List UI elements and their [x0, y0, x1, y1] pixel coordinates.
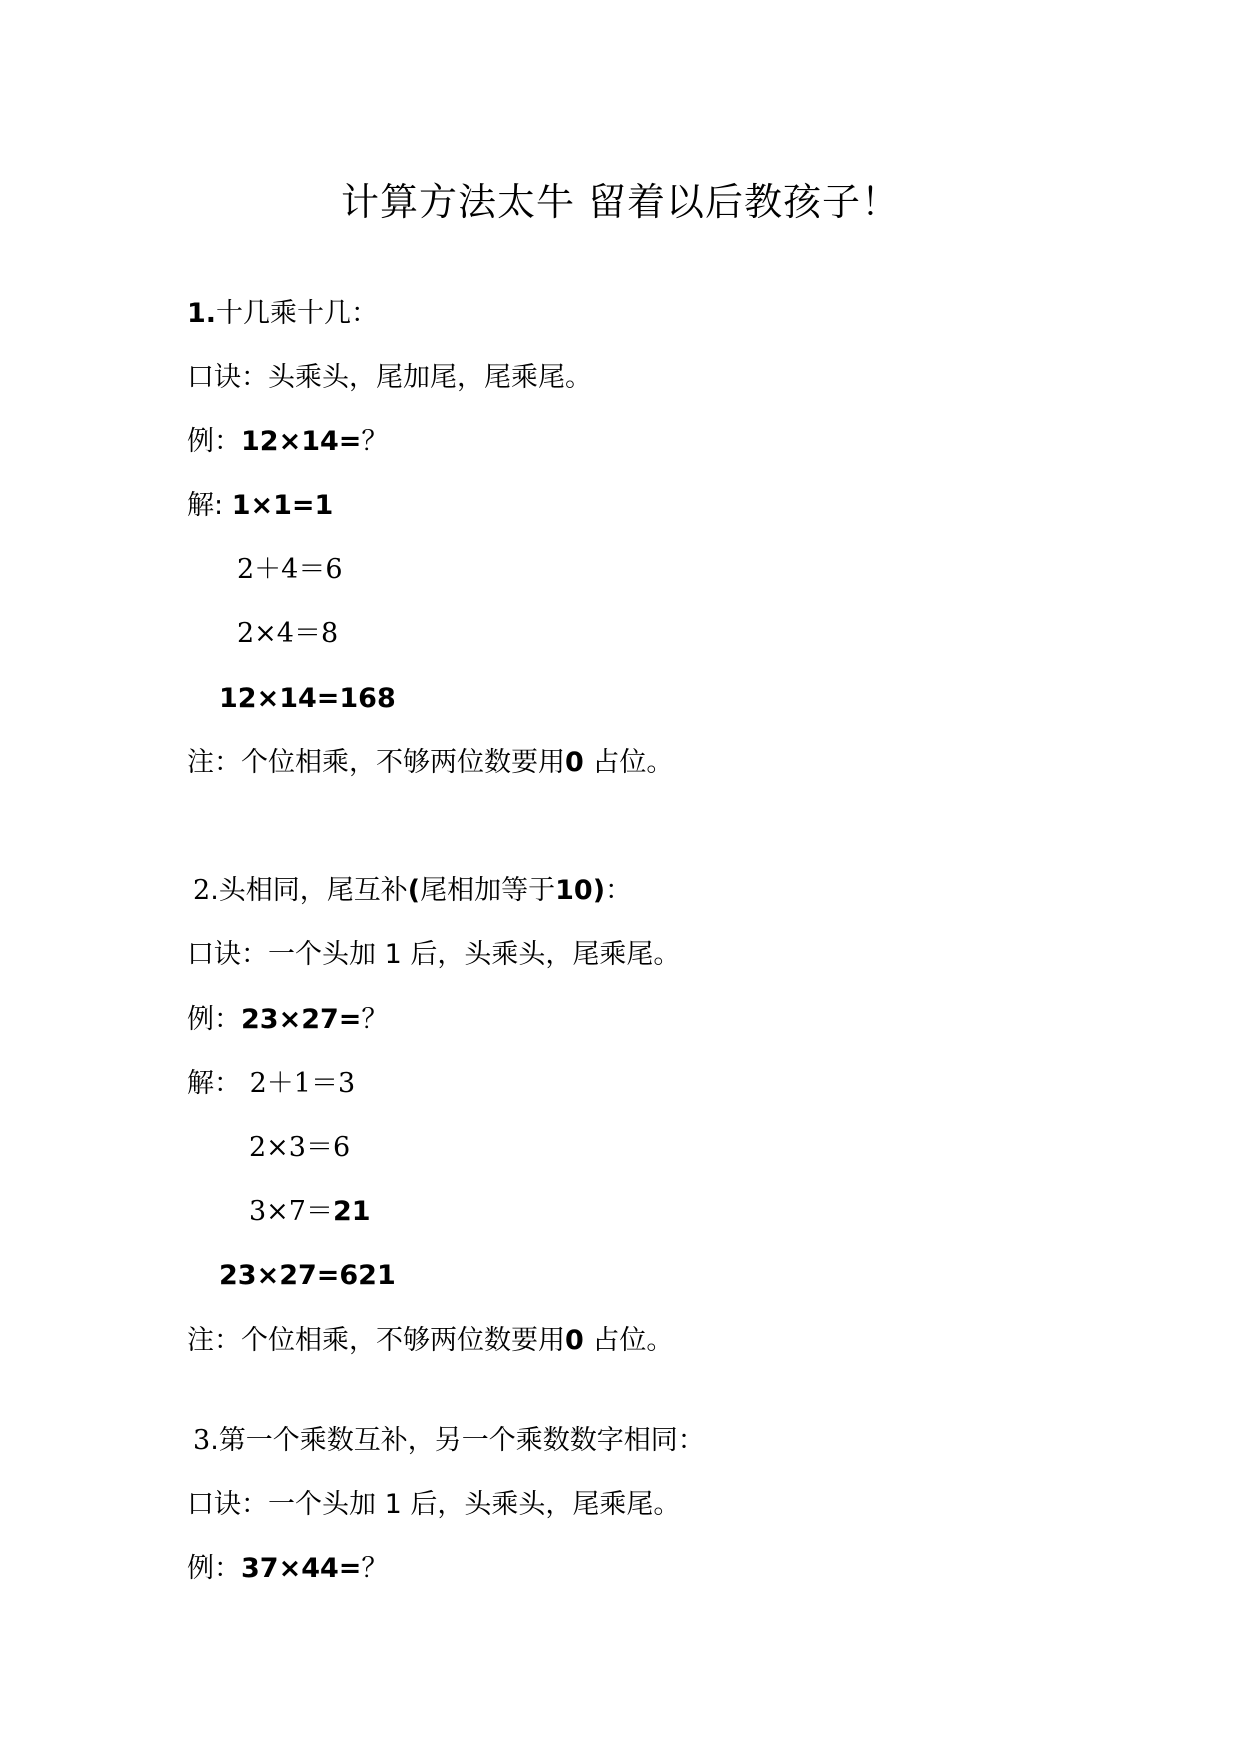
- page-title: 计算方法太牛 留着以后教孩子！: [340, 180, 901, 224]
- solution-step-3: 2×4＝8: [237, 618, 339, 649]
- solution-label: 解:: [187, 490, 224, 521]
- section-2-rhyme: 口诀：一个头加 1 后，头乘头，尾乘尾。: [187, 939, 681, 970]
- section-2-heading: [193, 873, 632, 909]
- example-label: 例：: [187, 1553, 241, 1584]
- note-suffix: 占位。: [583, 747, 674, 778]
- solution-result: 12×14=168: [219, 683, 396, 714]
- solution-step-3-expr: 3×7＝: [249, 1196, 333, 1227]
- section-title-condition: 尾相加等于: [420, 875, 556, 906]
- example-expression: 37×44=: [241, 1553, 362, 1584]
- example-expression: 23×27=: [241, 1004, 362, 1035]
- solution-step-2: 2×3＝6: [249, 1132, 351, 1163]
- section-1-note: [187, 745, 673, 781]
- section-number: 1.: [187, 298, 217, 329]
- section-title-colon: ：: [605, 875, 633, 906]
- solution-result: 23×27=621: [219, 1260, 396, 1291]
- solution-label: 解：: [187, 1068, 241, 1099]
- note-zero: 0: [565, 1325, 584, 1356]
- solution-step-3-value: 21: [332, 1196, 371, 1227]
- example-question-mark: ？: [361, 1004, 389, 1035]
- section-3-rhyme: 口诀：一个头加 1 后，头乘头，尾乘尾。: [187, 1489, 681, 1520]
- section-title-ten: 10): [555, 875, 606, 906]
- section-2-example: [187, 1002, 388, 1038]
- section-title-paren: (: [407, 875, 421, 906]
- section-title: .第一个乘数互补，另一个乘数数字相同：: [210, 1425, 705, 1456]
- example-expression: 12×14=: [241, 426, 362, 457]
- section-1-solution: [187, 488, 333, 524]
- section-title: 十几乘十几：: [216, 298, 379, 329]
- solution-step-3: [249, 1194, 371, 1230]
- section-1-example: [187, 424, 388, 460]
- section-2-solution: [187, 1066, 355, 1102]
- section-3-heading: [193, 1423, 705, 1459]
- solution-step-2: 2＋4＝6: [237, 554, 343, 585]
- section-1-heading: [187, 296, 378, 332]
- section-title: .头相同，尾互补: [210, 875, 408, 906]
- section-number: 3: [193, 1425, 211, 1456]
- example-question-mark: ？: [361, 1553, 389, 1584]
- example-label: 例：: [187, 426, 241, 457]
- section-2-note: [187, 1323, 673, 1359]
- note-zero: 0: [565, 747, 584, 778]
- section-number: 2: [193, 875, 211, 906]
- solution-step-1: 2＋1＝3: [249, 1068, 356, 1099]
- note-text: 注：个位相乘，不够两位数要用: [187, 1325, 565, 1356]
- note-suffix: 占位。: [583, 1325, 674, 1356]
- solution-step-1: 1×1=1: [231, 490, 334, 521]
- section-3-example: [187, 1551, 388, 1587]
- section-1-rhyme: 口诀：头乘头，尾加尾，尾乘尾。: [187, 362, 592, 393]
- example-question-mark: ？: [361, 426, 389, 457]
- note-text: 注：个位相乘，不够两位数要用: [187, 747, 565, 778]
- example-label: 例：: [187, 1004, 241, 1035]
